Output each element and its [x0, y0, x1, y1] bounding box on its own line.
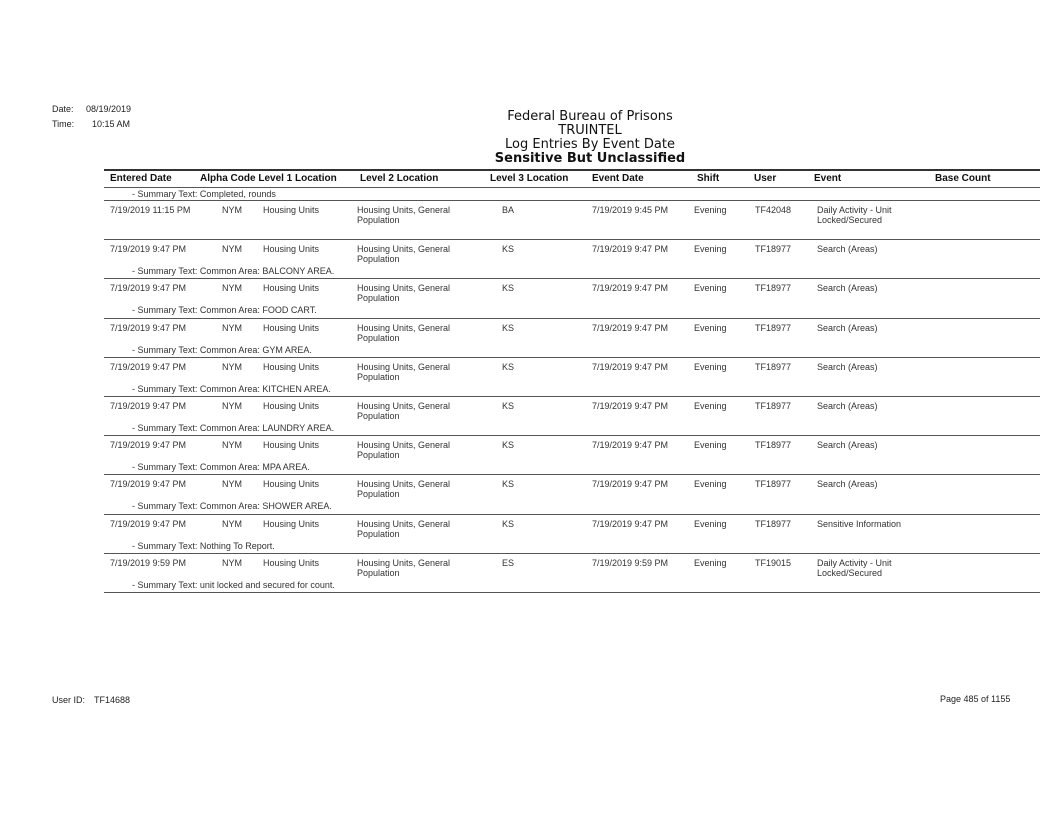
level1-location-cell: Housing Units — [263, 440, 320, 451]
level2-location-cell: Housing Units, General Population — [357, 401, 451, 421]
level1-location-cell: Housing Units — [263, 479, 320, 490]
event-cell: Search (Areas) — [817, 283, 878, 294]
shift-cell: Evening — [694, 401, 727, 411]
level1-location-cell: Housing Units — [263, 322, 320, 333]
user-cell: TF18977 — [755, 440, 792, 451]
report-date: 08/19/2019 — [86, 104, 132, 114]
entered-date-cell: 7/19/2019 9:47 PM — [110, 401, 187, 411]
event-cell: Search (Areas) — [817, 479, 878, 490]
row-rule — [104, 357, 1040, 358]
alpha-code-cell: NYM — [222, 440, 242, 451]
row-rule — [104, 318, 1040, 319]
shift-cell: Evening — [694, 283, 727, 294]
event-date-cell: 7/19/2019 9:47 PM — [592, 401, 669, 411]
col-alpha-level1: Alpha Code Level 1 Location — [200, 173, 337, 184]
page-number: Page 485 of 1155 — [940, 694, 1011, 704]
event-date-cell: 7/19/2019 9:47 PM — [592, 440, 669, 451]
level2-location-cell: Housing Units, General Population — [357, 440, 451, 461]
user-cell: TF18977 — [755, 322, 792, 333]
row-rule — [104, 474, 1040, 475]
level1-location-cell: Housing Units — [263, 557, 320, 568]
summary-text: - Summary Text: Common Area: LAUNDRY AREA. — [132, 423, 335, 433]
user-id: TF14688 — [94, 695, 131, 705]
level3-location-cell: KS — [502, 401, 515, 411]
col-event: Event — [814, 173, 842, 184]
row-rule — [104, 553, 1040, 554]
shift-cell: Evening — [694, 557, 727, 568]
row-rule — [104, 514, 1040, 515]
agency-title: Federal Bureau of Prisons — [507, 109, 673, 124]
event-date-cell: 7/19/2019 9:59 PM — [592, 557, 669, 568]
report-title: Log Entries By Event Date — [505, 137, 675, 152]
level2-location-cell: Housing Units, General Population — [357, 244, 451, 265]
alpha-code-cell: NYM — [222, 401, 242, 411]
event-cell: Search (Areas) — [817, 322, 878, 333]
col-level3: Level 3 Location — [490, 173, 569, 184]
system-title: TRUINTEL — [558, 123, 622, 138]
summary-text: - Summary Text: Common Area: BALCONY AREA. — [132, 266, 335, 277]
event-date-cell: 7/19/2019 9:47 PM — [592, 283, 669, 294]
level3-location-cell: KS — [502, 244, 515, 255]
alpha-code-cell: NYM — [222, 557, 242, 568]
event-date-cell: 7/19/2019 9:47 PM — [592, 479, 669, 490]
col-user: User — [754, 173, 777, 184]
alpha-code-cell: NYM — [222, 479, 242, 490]
row-rule — [104, 239, 1040, 240]
header-bottom-rule — [104, 187, 1040, 188]
event-cell: Sensitive Information — [817, 518, 902, 529]
event-cell: Search (Areas) — [817, 361, 878, 372]
event-cell: Daily Activity - Unit Locked/Secured — [817, 557, 892, 578]
alpha-code-cell: NYM — [222, 205, 242, 215]
alpha-code-cell: NYM — [222, 361, 242, 372]
level1-location-cell: Housing Units — [263, 401, 320, 411]
user-cell: TF19015 — [755, 557, 792, 568]
col-event-date: Event Date — [592, 173, 644, 184]
entered-date-cell: 7/19/2019 9:47 PM — [110, 361, 187, 372]
shift-cell: Evening — [694, 322, 727, 333]
user-cell: TF18977 — [755, 479, 792, 490]
header-top-rule — [104, 169, 1040, 171]
shift-cell: Evening — [694, 205, 727, 215]
col-base-count: Base Count — [935, 173, 991, 184]
event-date-cell: 7/19/2019 9:45 PM — [592, 205, 669, 215]
time-label: Time: — [52, 119, 75, 129]
entered-date-cell: 7/19/2019 9:47 PM — [110, 518, 187, 529]
alpha-code-cell: NYM — [222, 283, 242, 294]
summary-text: - Summary Text: Nothing To Report. — [132, 540, 275, 551]
summary-text: - Summary Text: unit locked and secured for count. — [132, 579, 335, 590]
level2-location-cell: Housing Units, General Population — [357, 205, 451, 225]
level3-location-cell: KS — [502, 322, 515, 333]
level3-location-cell: KS — [502, 361, 515, 372]
shift-cell: Evening — [694, 479, 727, 490]
user-cell: TF18977 — [755, 518, 792, 529]
level1-location-cell: Housing Units — [263, 244, 320, 255]
level2-location-cell: Housing Units, General Population — [357, 557, 451, 578]
entered-date-cell: 7/19/2019 9:47 PM — [110, 244, 187, 255]
level3-location-cell: KS — [502, 440, 515, 451]
date-label: Date: — [52, 104, 74, 114]
level2-location-cell: Housing Units, General Population — [357, 479, 451, 500]
entered-date-cell: 7/19/2019 9:47 PM — [110, 283, 187, 294]
entered-date-cell: 7/19/2019 9:47 PM — [110, 322, 187, 333]
entered-date-cell: 7/19/2019 9:47 PM — [110, 440, 187, 451]
col-shift: Shift — [697, 173, 720, 184]
user-cell: TF18977 — [755, 401, 792, 411]
level1-location-cell: Housing Units — [263, 518, 320, 529]
shift-cell: Evening — [694, 244, 727, 255]
event-date-cell: 7/19/2019 9:47 PM — [592, 361, 669, 372]
shift-cell: Evening — [694, 518, 727, 529]
entered-date-cell: 7/19/2019 9:47 PM — [110, 479, 187, 490]
shift-cell: Evening — [694, 440, 727, 451]
level2-location-cell: Housing Units, General Population — [357, 322, 451, 343]
event-date-cell: 7/19/2019 9:47 PM — [592, 322, 669, 333]
summary-text: - Summary Text: Common Area: GYM AREA. — [132, 344, 312, 355]
level3-location-cell: KS — [502, 518, 515, 529]
user-cell: TF18977 — [755, 244, 792, 255]
row-rule — [104, 396, 1040, 397]
user-cell: TF42048 — [755, 205, 792, 215]
entered-date-cell: 7/19/2019 9:59 PM — [110, 557, 187, 568]
summary-text: - Summary Text: Common Area: SHOWER AREA. — [132, 501, 332, 512]
summary-text: - Summary Text: Completed, rounds — [132, 189, 276, 199]
summary-text: - Summary Text: Common Area: MPA AREA. — [132, 462, 310, 473]
event-cell: Search (Areas) — [817, 401, 878, 411]
classification: Sensitive But Unclassified — [494, 151, 686, 166]
row-rule — [104, 435, 1040, 436]
entered-date-cell: 7/19/2019 11:15 PM — [110, 205, 191, 215]
user-id-label: User ID: — [52, 695, 86, 705]
summary-text: - Summary Text: Common Area: FOOD CART. — [132, 305, 317, 316]
event-cell: Search (Areas) — [817, 440, 878, 451]
alpha-code-cell: NYM — [222, 322, 242, 333]
user-cell: TF18977 — [755, 361, 792, 372]
table-bottom-rule — [104, 592, 1040, 593]
row-rule — [104, 200, 1040, 201]
alpha-code-cell: NYM — [222, 518, 242, 529]
level1-location-cell: Housing Units — [263, 361, 320, 372]
report-time: 10:15 AM — [92, 119, 131, 129]
level1-location-cell: Housing Units — [263, 205, 320, 215]
event-cell: Daily Activity - Unit Locked/Secured — [817, 205, 892, 225]
col-level2: Level 2 Location — [360, 173, 439, 184]
alpha-code-cell: NYM — [222, 244, 242, 255]
level3-location-cell: KS — [502, 283, 515, 294]
summary-text: - Summary Text: Common Area: KITCHEN AREA. — [132, 383, 331, 394]
level2-location-cell: Housing Units, General Population — [357, 518, 451, 539]
event-cell: Search (Areas) — [817, 244, 878, 255]
level2-location-cell: Housing Units, General Population — [357, 361, 451, 382]
level1-location-cell: Housing Units — [263, 283, 320, 294]
level3-location-cell: KS — [502, 479, 515, 490]
event-date-cell: 7/19/2019 9:47 PM — [592, 518, 669, 529]
level3-location-cell: BA — [502, 205, 515, 215]
level2-location-cell: Housing Units, General Population — [357, 283, 451, 304]
row-rule — [104, 278, 1040, 279]
shift-cell: Evening — [694, 361, 727, 372]
event-date-cell: 7/19/2019 9:47 PM — [592, 244, 669, 255]
level3-location-cell: ES — [502, 557, 515, 568]
user-cell: TF18977 — [755, 283, 792, 294]
col-entered-date: Entered Date — [110, 173, 172, 184]
